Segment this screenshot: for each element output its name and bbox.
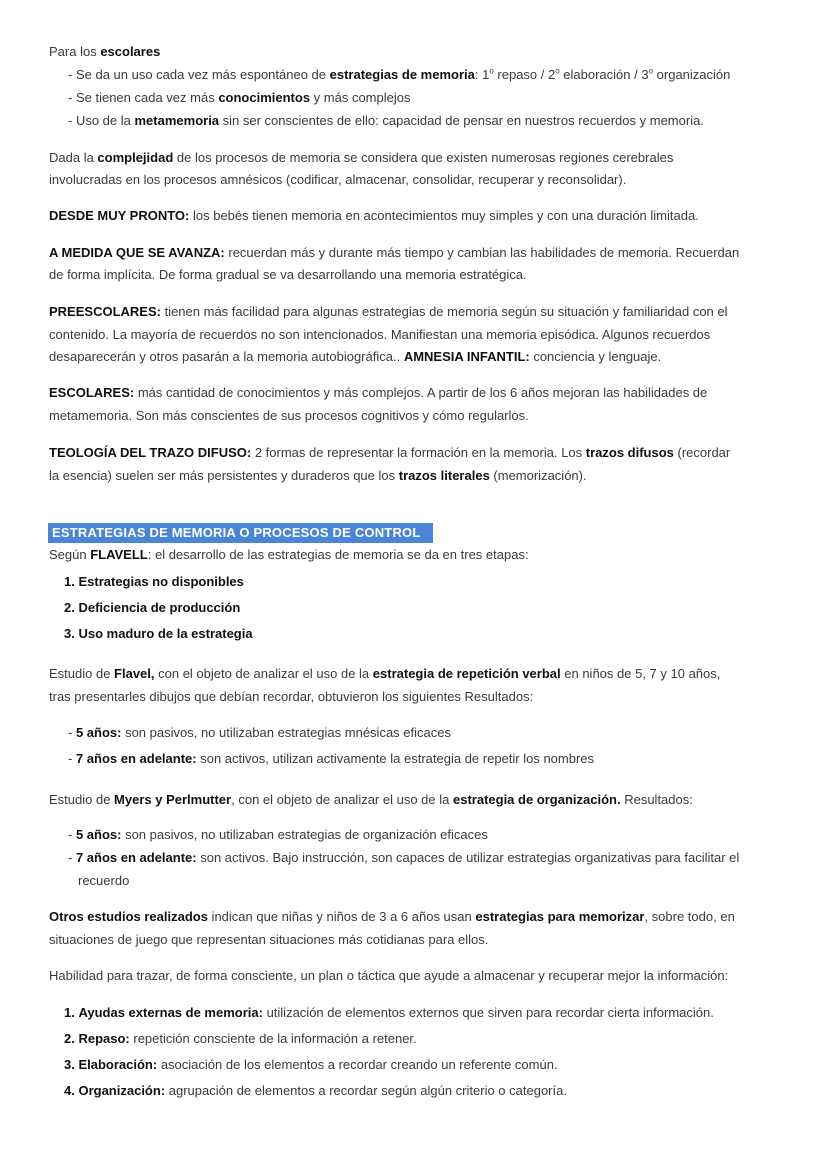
list-item: 3. Elaboración: asociación de los elementos a recordar creando un referente común. xyxy=(64,1057,558,1072)
paragraph-estudio-flavel-2: tras presentarles dibujos que debían recordar, obtuvieron los siguientes Resultados: xyxy=(49,689,534,704)
list-item: - 7 años en adelante: son activos. Bajo instrucción, son capaces de utilizar estrategias organizativas para facilitar el xyxy=(68,850,740,865)
list-item: - 5 años: son pasivos, no utilizaban estrategias mnésicas eficaces xyxy=(68,725,451,740)
list-item: - Se da un uso cada vez más espontáneo de estrategias de memoria: 1$^o$ repaso / 2$^o$ elaboración / 3$^o$ organización xyxy=(68,66,731,82)
list-item-continuation: recuerdo xyxy=(78,873,130,888)
paragraph-preescolares-2: contenido. La mayoría de recuerdos no son intencionados. Manifiestan una memoria episódica. Algunos recuerdos xyxy=(49,327,711,342)
list-item: - Se tienen cada vez más conocimientos y más complejos xyxy=(68,90,411,105)
paragraph-estudio-myers: Estudio de Myers y Perlmutter, con el objeto de analizar el uso de la estrategia de organización. Resultados: xyxy=(49,792,693,807)
paragraph-otros: Otros estudios realizados indican que niñas y niños de 3 a 6 años usan estrategias para memorizar, sobre todo, en xyxy=(49,909,735,924)
list-item: 3. Uso maduro de la estrategia xyxy=(64,626,253,641)
paragraph-habilidad: Habilidad para trazar, de forma consciente, un plan o táctica que ayude a almacenar y recuperar mejor la información: xyxy=(49,968,729,983)
list-item: 2. Repaso: repetición consciente de la información a retener. xyxy=(64,1031,417,1046)
paragraph-otros-2: situaciones de juego que representan situaciones más cotidianas para ellos. xyxy=(49,932,489,947)
list-item: 2. Deficiencia de producción xyxy=(64,600,241,615)
list-item: - Uso de la metamemoria sin ser conscientes de ello: capacidad de pensar en nuestros recuerdos y memoria. xyxy=(68,113,704,128)
list-item: - 5 años: son pasivos, no utilizaban estrategias de organización eficaces xyxy=(68,827,488,842)
paragraph-escolares: ESCOLARES: más cantidad de conocimientos y más complejos. A partir de los 6 años mejoran las habilidades de xyxy=(49,385,708,400)
paragraph-teologia: TEOLOGÍA DEL TRAZO DIFUSO: 2 formas de representar la formación en la memoria. Los trazos difusos (recordar xyxy=(49,445,731,460)
paragraph-complejidad-2: involucradas en los procesos amnésicos (codificar, almacenar, consolidar, recuperar y reconsolidar). xyxy=(49,172,627,187)
section-heading: ESTRATEGIAS DE MEMORIA O PROCESOS DE CONTROL xyxy=(48,523,433,543)
paragraph-complejidad: Dada la complejidad de los procesos de memoria se considera que existen numerosas regiones cerebrales xyxy=(49,150,674,165)
paragraph-preescolares-3: desaparecerán y otros pasarán a la memoria autobiográfica.. AMNESIA INFANTIL: conciencia y lenguaje. xyxy=(49,349,662,364)
paragraph-preescolares: PREESCOLARES: tienen más facilidad para algunas estrategias de memoria según su situación y familiaridad con el xyxy=(49,304,728,319)
list-item: 1. Estrategias no disponibles xyxy=(64,574,244,589)
list-item: - 7 años en adelante: son activos, utilizan activamente la estrategia de repetir los nombres xyxy=(68,751,595,766)
paragraph-desde: DESDE MUY PRONTO: los bebés tienen memoria en acontecimientos muy simples y con una duración limitada. xyxy=(49,208,699,223)
paragraph-medida-2: de forma implícita. De forma gradual se va desarrollando una memoria estratégica. xyxy=(49,267,527,282)
intro-line: Para los escolares xyxy=(49,44,161,59)
paragraph-escolares-2: metamemoria. Son más conscientes de sus procesos cognitivos y cómo regularlos. xyxy=(49,408,529,423)
paragraph-medida: A MEDIDA QUE SE AVANZA: recuerdan más y durante más tiempo y cambian las habilidades de memoria. Recuerdan xyxy=(49,245,740,260)
list-item: 4. Organización: agrupación de elementos a recordar según algún criterio o categoría. xyxy=(64,1083,567,1098)
paragraph-estudio-flavel: Estudio de Flavel, con el objeto de analizar el uso de la estrategia de repetición verbal en niños de 5, 7 y 10 años, xyxy=(49,666,721,681)
paragraph-teologia-2: la esencia) suelen ser más persistentes y duraderos que los trazos literales (memorización). xyxy=(49,468,587,483)
paragraph-flavell: Según FLAVELL: el desarrollo de las estrategias de memoria se da en tres etapas: xyxy=(49,547,529,562)
list-item: 1. Ayudas externas de memoria: utilización de elementos externos que sirven para recordar cierta información. xyxy=(64,1005,714,1020)
